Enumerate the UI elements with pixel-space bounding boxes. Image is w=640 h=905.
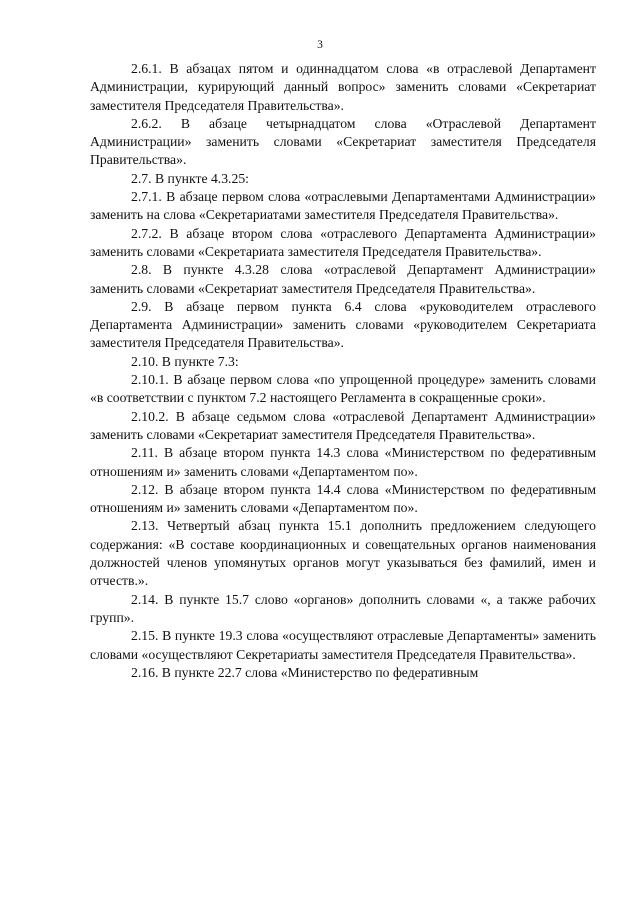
paragraph-2-7-1: 2.7.1. В абзаце первом слова «отраслевыми Департаментами Администрации» заменить на слова «Секретариатами заместителя Председателя Правительства». xyxy=(90,189,596,223)
paragraph-2-14: 2.14. В пункте 15.7 слово «органов» дополнить словами «, а также рабочих групп». xyxy=(90,591,596,625)
paragraph-2-10: 2.10. В пункте 7.3: xyxy=(131,353,239,369)
paragraph-2-16: 2.16. В пункте 22.7 слова «Министерство по федеративным xyxy=(131,664,479,680)
paragraph-2-12: 2.12. В абзаце втором пункта 14.4 слова «Министерством по федеративным отношениям и» заменить словами «Департаментом по». xyxy=(90,481,596,516)
paragraph-2-13: 2.13. Четвертый абзац пункта 15.1 дополнить предложением следующего содержания: «В составе координационных и совещательных органов наименования должностей членов упомянутых органов могут указываться без фамилий, имен и отчеств.». xyxy=(90,518,596,589)
paragraph-2-7-2: 2.7.2. В абзаце втором слова «отраслевого Департамента Администрации» заменить словами «Секретариата заместителя Председателя Правительства». xyxy=(90,225,596,259)
paragraph-2-15: 2.15. В пункте 19.3 слова «осуществляют отраслевые Департаменты» заменить словами «осуществляют Секретариаты заместителя Председателя Правительства». xyxy=(90,628,596,662)
paragraph-2-8: 2.8. В пункте 4.3.28 слова «отраслевой Департамент Администрации» заменить словами «Секретариат заместителя Председателя Правительства». xyxy=(90,262,596,296)
paragraph-2-6-1: 2.6.1. В абзацах пятом и одиннадцатом слова «в отраслевой Департамент Администрации, курирующий данный вопрос» заменить словами «Секретариат заместителя Председателя Правительства». xyxy=(90,61,596,113)
paragraph-2-9: 2.9. В абзаце первом пункта 6.4 слова «руководителем отраслевого Департамента Администрации» заменить словами «руководителем Секретариата заместителя Председателя Правительства». xyxy=(90,298,596,351)
paragraph-2-6-2: 2.6.2. В абзаце четырнадцатом слова «Отраслевой Департамент Администрации» заменить словами «Секретариат заместителя Председателя Правительства». xyxy=(90,115,596,168)
page-number: 3 xyxy=(317,39,323,51)
paragraph-2-7: 2.7. В пункте 4.3.25: xyxy=(131,170,249,186)
paragraph-2-11: 2.11. В абзаце втором пункта 14.3 слова «Министерством по федеративным отношениям и» заменить словами «Департаментом по». xyxy=(90,445,596,479)
document-body xyxy=(90,60,596,682)
paragraph-2-10-1: 2.10.1. В абзаце первом слова «по упрощенной процедуре» заменить словами «в соответствии с пунктом 7.2 настоящего Регламента в сокращенные сроки». xyxy=(90,372,596,406)
paragraph-2-10-2: 2.10.2. В абзаце седьмом слова «отраслевой Департамент Администрации» заменить словами «Секретариат заместителя Председателя Правительства». xyxy=(90,408,596,442)
